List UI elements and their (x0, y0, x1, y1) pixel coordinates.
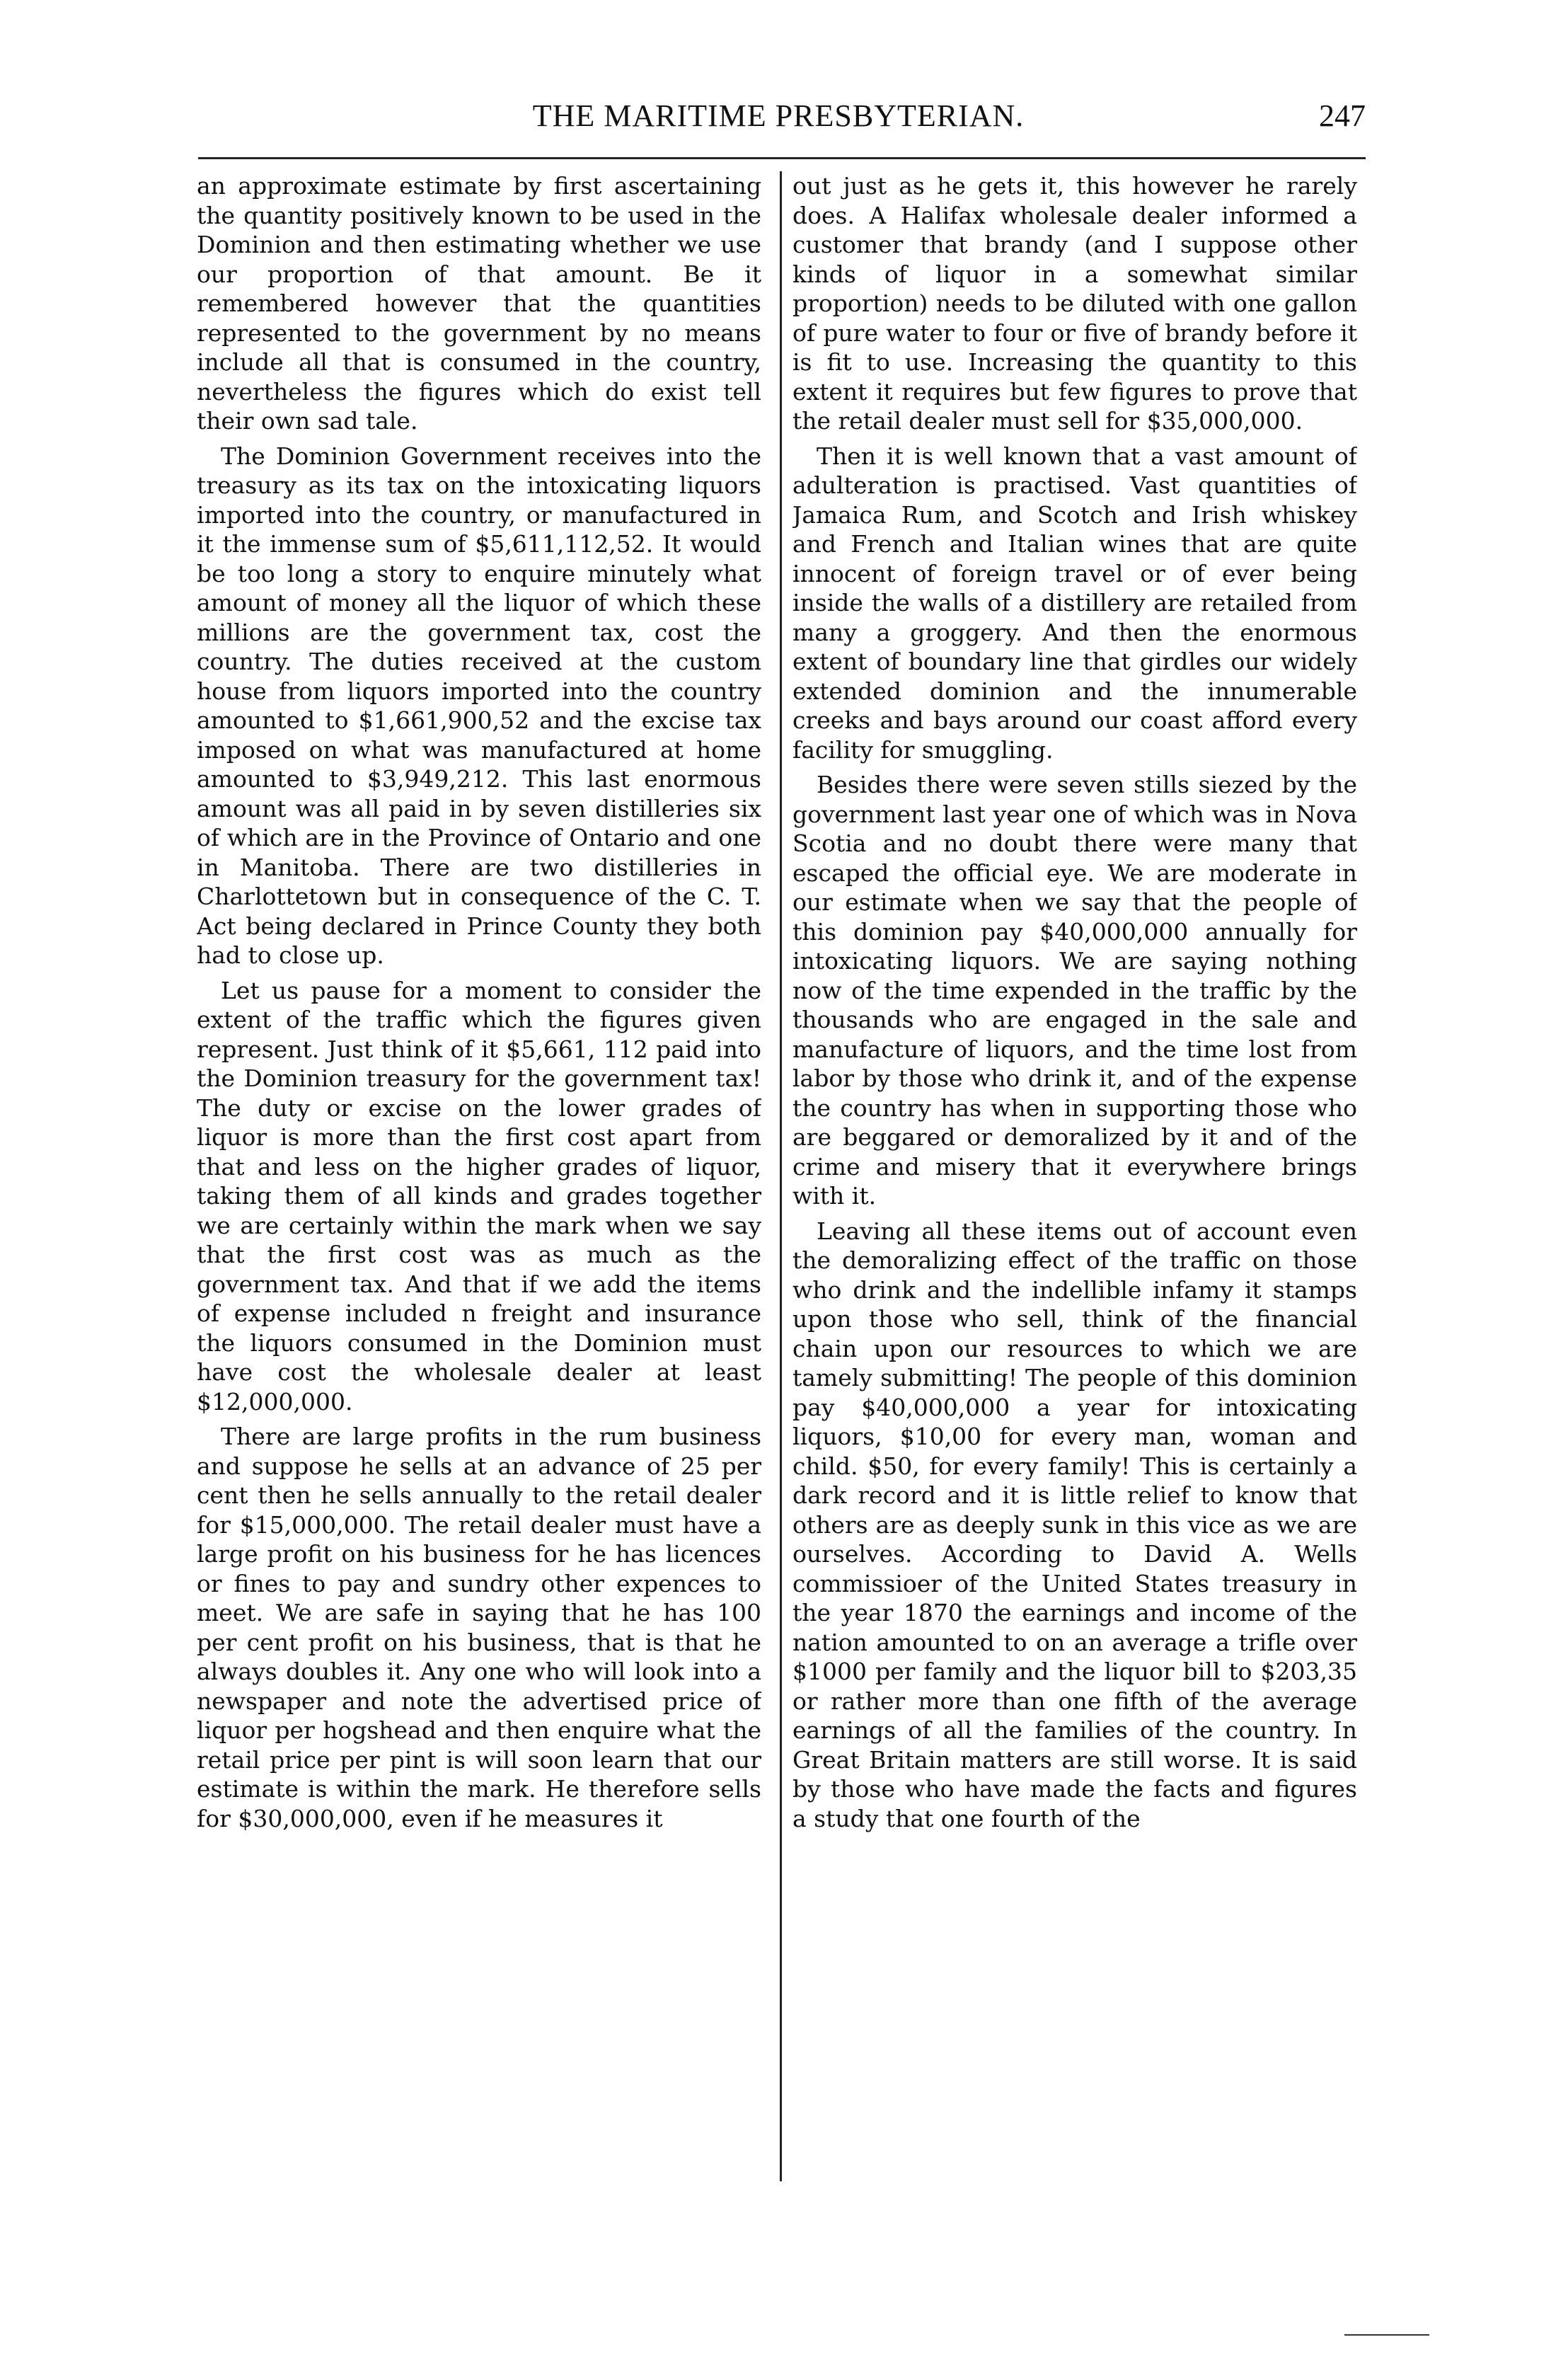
paragraph: Let us pause for a moment to consider the extent of the traffic which the figures given represent. Just think of it $5,661, 112 paid into the Dominion treasury for the government tax! The duty or excise on the lower grades of liquor is more than the first cost apart from that and less on the higher grades of liquor, taking them of all kinds and grades together we are certainly within the mark when we say that the first cost was as much as the government tax. And that if we add the items of expense included n freight and insurance the liquors consumed in the Dominion must have cost the wholesale dealer at least $12,000,000. (197, 976, 761, 1416)
left-column (197, 171, 761, 2181)
paragraph: Besides there were seven stills siezed by the government last year one of which was in Nova Scotia and no doubt there were many that escaped the official eye. We are moderate in our estimate when we say that the people of this dominion pay $40,000,000 annually for intoxicating liquors. We are saying nothing now of the time expended in the traffic by the thousands who are engaged in the sale and manufacture of liquors, and the time lost from labor by those who drink it, and of the expense the country has when in supporting those who are beggared or demoralized by it and of the crime and misery that it everywhere brings with it. (792, 771, 1357, 1210)
page-number: 247 (1319, 98, 1366, 133)
page-title: THE MARITIME PRESBYTERIAN. (532, 98, 1025, 133)
page-header (191, 98, 1366, 147)
paragraph: There are large profits in the rum business and suppose he sells at an advance of 25 per cent then he sells annually to the retail dealer for $15,000,000. The retail dealer must have a large profit on his business for he has licences or fines to pay and sundry other expences to meet. We are safe in saying that he has 100 per cent profit on his business, that is that he always doubles it. Any one who will look into a newspaper and note the advertised price of liquor per hogshead and then enquire what the retail price per pint is will soon learn that our estimate is within the mark. He therefore sells for $30,000,000, even if he measures it (197, 1423, 761, 1832)
paragraph: The Dominion Government receives into the treasury as its tax on the intoxicating liquors imported into the country, or manufactured in it the immense sum of $5,611,112,52. It would be too long a story to enquire minutely what amount of money all the liquor of which these millions are the government tax, cost the country. The duties received at the custom house from liquors imported into the country amounted to $1,661,900,52 and the excise tax imposed on what was manufactured at home amounted to $3,949,212. This last enormous amount was all paid in by seven distilleries six of which are in the Province of Ontario and one in Manitoba. There are two distilleries in Charlottetown but in consequence of the C. T. Act being declared in Prince County they both had to close up. (197, 442, 761, 969)
bottom-rule (1344, 2334, 1429, 2336)
right-column (792, 171, 1357, 2181)
paragraph: Then it is well known that a vast amount of adulteration is practised. Vast quantities of Jamaica Rum, and Scotch and Irish whiskey and French and Italian wines that are quite innocent of foreign travel or of ever being inside the walls of a distillery are retailed from many a groggery. And then the enormous extent of boundary line that girdles our widely extended dominion and the innumerable creeks and bays around our coast afford every facility for smuggling. (792, 442, 1357, 764)
header-rule (198, 157, 1366, 159)
column-divider (780, 171, 782, 2181)
paragraph: an approximate estimate by first ascertaining the quantity positively known to be used in the Dominion and then estimating whether we use our proportion of that amount. Be it remembered however that the quantities represented to the government by no means include all that is consumed in the country, nevertheless the figures which do exist tell their own sad tale. (197, 172, 761, 435)
paragraph: out just as he gets it, this however he rarely does. A Halifax wholesale dealer informed a customer that brandy (and I suppose other kinds of liquor in a somewhat similar proportion) needs to be diluted with one gallon of pure water to four or five of brandy before it is fit to use. Increasing the quantity to this extent it requires but few figures to prove that the retail dealer must sell for $35,000,000. (792, 172, 1357, 435)
paragraph: Leaving all these items out of account even the demoralizing effect of the traffic on those who drink and the indellible infamy it stamps upon those who sell, think of the financial chain upon our resources to which we are tamely submitting! The people of this dominion pay $40,000,000 a year for intoxicating liquors, $10,00 for every man, woman and child. $50, for every family! This is certainly a dark record and it is little relief to know that others are as deeply sunk in this vice as we are ourselves. According to David A. Wells commissioer of the United States treasury in the year 1870 the earnings and income of the nation amounted to on an average a trifle over $1000 per family and the liquor bill to $203,35 or rather more than one fifth of the average earnings of all the families of the country. In Great Britain matters are still worse. It is said by those who have made the facts and figures a study that one fourth of the (792, 1217, 1357, 1832)
